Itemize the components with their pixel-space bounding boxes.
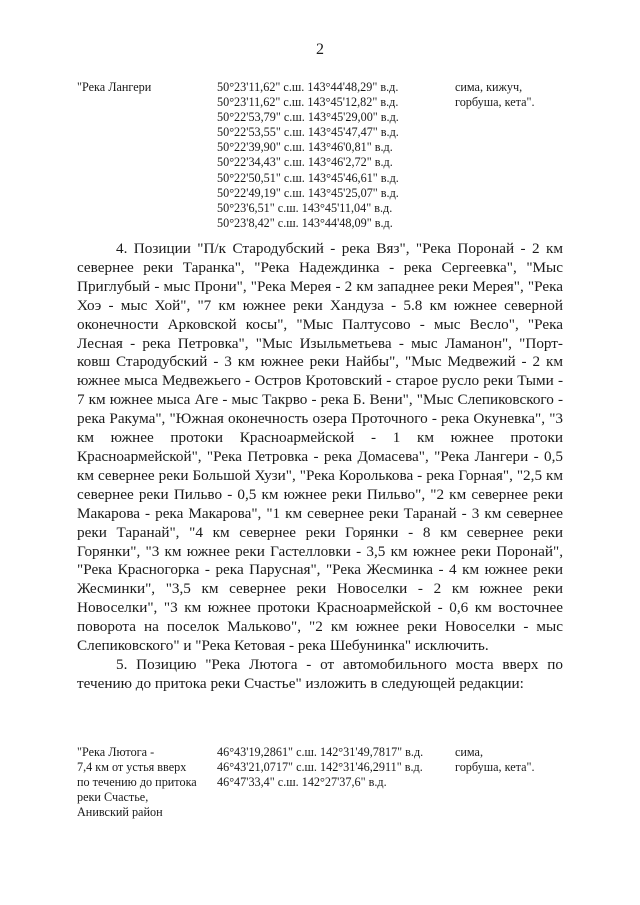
species-line: сима, кижуч, bbox=[455, 80, 523, 94]
paragraph-5: 5. Позицию "Река Лютога - от автомобильного моста вверх по течению до притока реки Счастье" изложить в следующей редакции: bbox=[77, 655, 563, 692]
table-name-line: 7,4 км от устья вверх bbox=[77, 760, 187, 775]
table-name-line: "Река Лангери bbox=[77, 80, 152, 94]
coordinate-line: 46°47'33,4" с.ш. 142°27'37,6" в.д. bbox=[217, 775, 387, 790]
table-name-line: Анивский район bbox=[77, 805, 163, 820]
table-name-column bbox=[77, 745, 197, 820]
coordinate-line: 50°22'50,51" с.ш. 143°45'46,61" в.д. bbox=[217, 170, 399, 185]
coordinate-line: 50°23'11,62" с.ш. 143°44'48,29" в.д. bbox=[217, 80, 399, 94]
coordinate-line: 50°22'49,19" с.ш. 143°45'25,07" в.д. bbox=[217, 185, 399, 200]
table-name-column bbox=[77, 80, 151, 95]
page-number: 2 bbox=[316, 41, 324, 58]
table-name-line: по течению до притока bbox=[77, 775, 197, 790]
species-line: горбуша, кета". bbox=[455, 95, 535, 110]
table-species-column bbox=[455, 745, 535, 775]
coordinate-line: 46°43'21,0717" с.ш. 142°31'46,2911" в.д. bbox=[217, 760, 423, 775]
species-line: горбуша, кета". bbox=[455, 760, 535, 775]
main-text bbox=[77, 240, 563, 694]
coordinate-line: 50°22'39,90" с.ш. 143°46'0,81" в.д. bbox=[217, 140, 393, 155]
coordinate-line: 50°23'8,42" с.ш. 143°44'48,09" в.д. bbox=[217, 215, 393, 230]
coordinate-line: 50°22'34,43" с.ш. 143°46'2,72" в.д. bbox=[217, 155, 393, 170]
coordinate-line: 50°23'6,51" с.ш. 143°45'11,04" в.д. bbox=[217, 200, 393, 215]
coordinate-line: 50°23'11,62" с.ш. 143°45'12,82" в.д. bbox=[217, 95, 399, 110]
table-coordinates-column bbox=[217, 80, 399, 231]
table-name-line: реки Счастье, bbox=[77, 790, 149, 805]
paragraph-4: 4. Позиции "П/к Стародубский - река Вяз", "Река Поронай - 2 км севернее реки Таранка", "Река Надеждинка - река Сергеевка", "Мыс Приглубый - мыс Прони", "Река Мерея - 2 км западнее реки Мерея", "Река Хоэ - мыс Хой", "7 км южнее реки Хандуза - 5.8 км южнее северной оконечности Арковской косы", "Мыс Палтусово - мыс Весло", "Река Лесная - река Петровка", "Мыс Изыльметьева - мыс Ламанон", "Порт-ковш Стародубский - 3 км южнее реки Найбы", "Мыс Медвежий - 2 км южнее мыса Медвежьего - Остров Кротовский - старое русло реки Тыми - 7 км южнее мыса Аге - мыс Такрво - река Б. Вени", "Мыс Слепиковского - река Ракума", "Южная оконечность озера Проточного - река Окуневка", "3 км южнее протоки Красноармейской - 1 км южнее протоки Красноармейской", "Река Петровка - река Домасева", "Река Лангери - 0,5 км севернее реки Большой Хузи", "Река Королькова - река Горная", "2,5 км севернее реки Пильво - 0,5 км южнее реки Пильво", "2 км севернее реки Макарова - река Макарова", "1 км севернее реки Таранай - 3 км севернее реки Таранай", "4 км севернее реки Горянки - 8 км севернее реки Горянки", "3 км южнее реки Гастелловки - 3,5 км южнее реки Поронай", "Река Красногорка - река Парусная", "Река Жесминка - 4 км южнее реки Жесминки", "3,5 км севернее реки Новоселки - 2 км южнее реки Новоселки", "3 км южнее протоки Красноармейской - 0,6 км восточнее поворота на поселок Мальково", "2 км южнее реки Новоселки - мыс Слепиковского" и "Река Кетовая - река Шебунинка" исключить. bbox=[77, 240, 563, 655]
table-coordinates-column bbox=[217, 745, 423, 790]
coordinate-line: 46°43'19,2861" с.ш. 142°31'49,7817" в.д. bbox=[217, 745, 424, 759]
species-line: сима, bbox=[455, 745, 484, 759]
coordinate-line: 50°22'53,55" с.ш. 143°45'47,47" в.д. bbox=[217, 125, 399, 140]
coordinate-line: 50°22'53,79" с.ш. 143°45'29,00" в.д. bbox=[217, 110, 399, 125]
table-name-line: "Река Лютога - bbox=[77, 745, 155, 759]
table-species-column bbox=[455, 80, 535, 110]
